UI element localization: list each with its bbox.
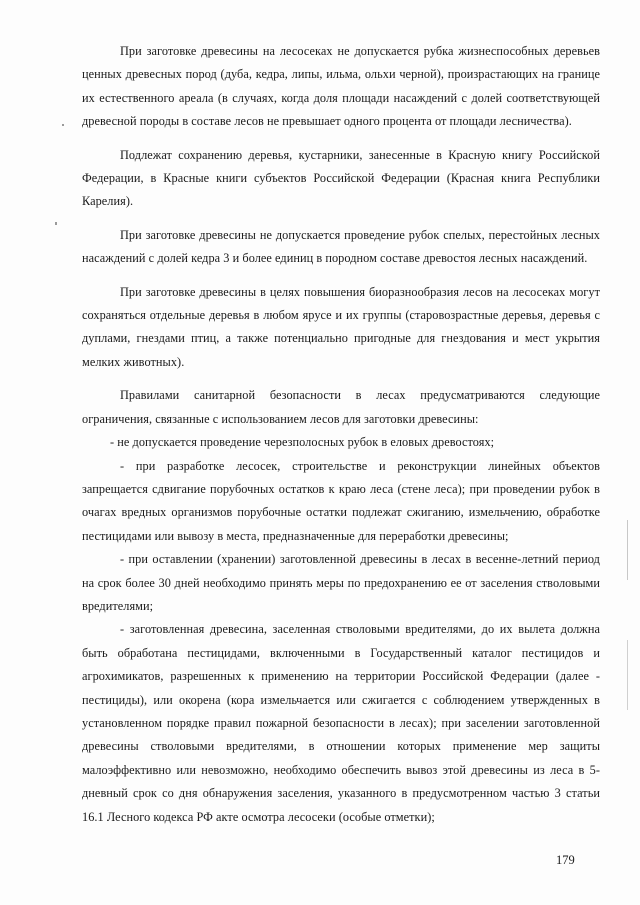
list-item-logging-residues: - при разработке лесосек, строительстве и реконструкции линейных объектов запрещается сдвигание порубочных остатков к краю леса (стене леса); при проведении рубок в очагах вредных организмов порубочные остатки подлежат сжиганию, измельчению, обработке пестицидами или вывозу в места, предназначенные для переработки древесины; (82, 458, 600, 543)
scan-artifact (55, 222, 57, 225)
document-body (82, 40, 600, 829)
page-number: 179 (556, 853, 575, 867)
paragraph-valuable-species: При заготовке древесины на лесосеках не допускается рубка жизнеспособных деревьев ценных древесных пород (дуба, кедра, липы, ильма, ольхи черной), произрастающих на границе их естественного ареала (в случаях, когда доля площади насаждений с долей соответствующей древесной породы в составе лесов не превышает одного процента от площади лесничества). (82, 44, 600, 129)
paragraph-biodiversity: При заготовке древесины в целях повышения биоразнообразия лесов на лесосеках могут сохраняться отдельные деревья в любом ярусе и их группы (старовозрастные деревья, деревья с дуплами, гнездами птиц, а также потенциально пригодные для гнездования и мест укрытия мелких животных). (82, 284, 600, 369)
list-item-strip-cutting: - не допускается проведение черезполосных рубок в еловых древостоях; (110, 435, 495, 450)
paragraph-sanitary-rules: Правилами санитарной безопасности в лесах предусматриваются следующие ограничения, связанные с использованием лесов для заготовки древесины: (82, 388, 600, 426)
list-item-wood-storage: - при оставлении (хранении) заготовленной древесины в лесах в весенне-летний период на срок более 30 дней необходимо принять меры по предохранению ее от заселения стволовыми вредителями; (82, 552, 600, 613)
scan-edge-artifact (627, 640, 628, 710)
list-item-infested-wood: - заготовленная древесина, заселенная стволовыми вредителями, до их вылета должна быть обработана пестицидами, включенными в Государственный каталог пестицидов и агрохимикатов, разрешенных к применению на территории Российской Федерации (далее - пестициды), или окорена (кора измельчается или сжигается с соблюдением утвержденных в установленном порядке правил пожарной безопасности в лесах); при заселении заготовленной древесины стволовыми вредителями, в отношении которых применение мер защиты малоэффективно или невозможно, необходимо обеспечить вывоз этой древесины из леса в 5-дневный срок со дня обнаружения заселения, указанного в предусмотренном частью 3 статьи 16.1 Лесного кодекса РФ акте осмотра лесосеки (особые отметки); (82, 622, 600, 824)
paragraph-red-book: Подлежат сохранению деревья, кустарники, занесенные в Красную книгу Российской Федерации, в Красные книги субъектов Российской Федерации (Красная книга Республики Карелия). (82, 147, 600, 209)
paragraph-cedar-restriction: При заготовке древесины не допускается проведение рубок спелых, перестойных лесных насаждений с долей кедра 3 и более единиц в породном составе древостоя лесных насаждений. (82, 227, 600, 266)
scan-artifact (62, 124, 64, 126)
scan-edge-artifact (627, 520, 628, 580)
